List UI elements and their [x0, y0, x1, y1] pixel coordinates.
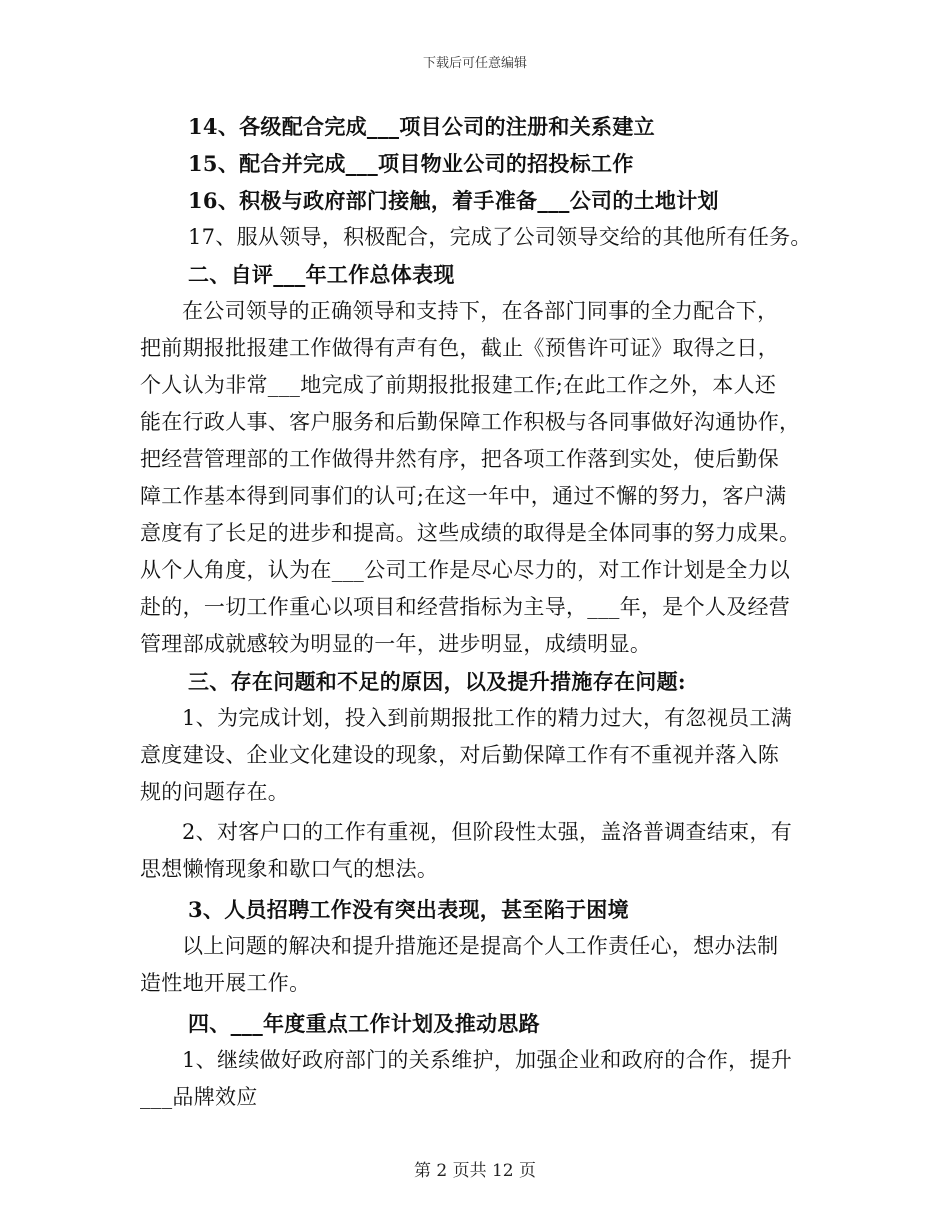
paragraph-line: 2、对客户口的工作有重视，但阶段性太强，盖洛普调查结束，有: [182, 820, 793, 844]
page-header: 下载后可任意编辑: [422, 56, 527, 71]
paragraph-line: 在公司领导的正确领导和支持下，在各部门同事的全力配合下，: [182, 299, 779, 323]
section-heading: 四、___年度重点工作计划及推动思路: [188, 1011, 540, 1036]
paragraph-line: 思想懒惰现象和歇口气的想法。: [140, 857, 439, 881]
paragraph-line: 16、积极与政府部门接触，着手准备___公司的土地计划: [188, 188, 719, 213]
paragraph-line: 意度建设、企业文化建设的现象，对后勤保障工作有不重视并落入陈: [140, 743, 779, 767]
paragraph-line: 把经营管理部的工作做得井然有序，把各项工作落到实处，使后勤保: [140, 447, 779, 471]
paragraph-line: 障工作基本得到同事们的认可;在这一年中，通过不懈的努力，客户满: [140, 484, 787, 508]
paragraph-line: 1、继续做好政府部门的关系维护，加强企业和政府的合作，提升: [182, 1048, 793, 1072]
paragraph-line: 管理部成就感较为明显的一年，进步明显，成绩明显。: [140, 632, 652, 656]
paragraph-line: 意度有了长足的进步和提高。这些成绩的取得是全体同事的努力成果。: [140, 521, 801, 545]
paragraph-line: 1、为完成计划，投入到前期报批工作的精力过大，有忽视员工满: [182, 706, 793, 730]
paragraph-line: 从个人角度，认为在___公司工作是尽心尽力的，对工作计划是全力以: [140, 558, 791, 582]
section-heading: 二、自评___年工作总体表现: [188, 262, 455, 287]
paragraph-line: 造性地开展工作。: [140, 971, 311, 995]
paragraph-line: 14、各级配合完成___项目公司的注册和关系建立: [188, 114, 655, 139]
paragraph-line: ___品牌效应: [140, 1085, 258, 1109]
section-heading: 3、人员招聘工作没有突出表现，甚至陷于困境: [188, 897, 629, 922]
page-footer: 第 2 页共 12 页: [413, 1161, 537, 1181]
paragraph-line: 赴的，一切工作重心以项目和经营指标为主导，___年，是个人及经营: [140, 595, 791, 619]
paragraph-line: 规的问题存在。: [140, 780, 290, 804]
paragraph-line: 以上问题的解决和提升措施还是提高个人工作责任心，想办法制: [182, 934, 779, 958]
paragraph-line: 17、服从领导，积极配合，完成了公司领导交给的其他所有任务。: [188, 225, 812, 249]
document-body: [140, 108, 820, 1116]
paragraph-line: 15、配合并完成___项目物业公司的招投标工作: [188, 151, 634, 176]
section-heading: 三、存在问题和不足的原因，以及提升措施存在问题:: [188, 669, 686, 694]
paragraph-line: 把前期报批报建工作做得有声有色，截止《预售许可证》取得之日，: [140, 336, 779, 360]
paragraph-line: 个人认为非常___地完成了前期报批报建工作;在此工作之外，本人还: [140, 373, 777, 397]
paragraph-line: 能在行政人事、客户服务和后勤保障工作积极与各同事做好沟通协作，: [140, 410, 801, 434]
